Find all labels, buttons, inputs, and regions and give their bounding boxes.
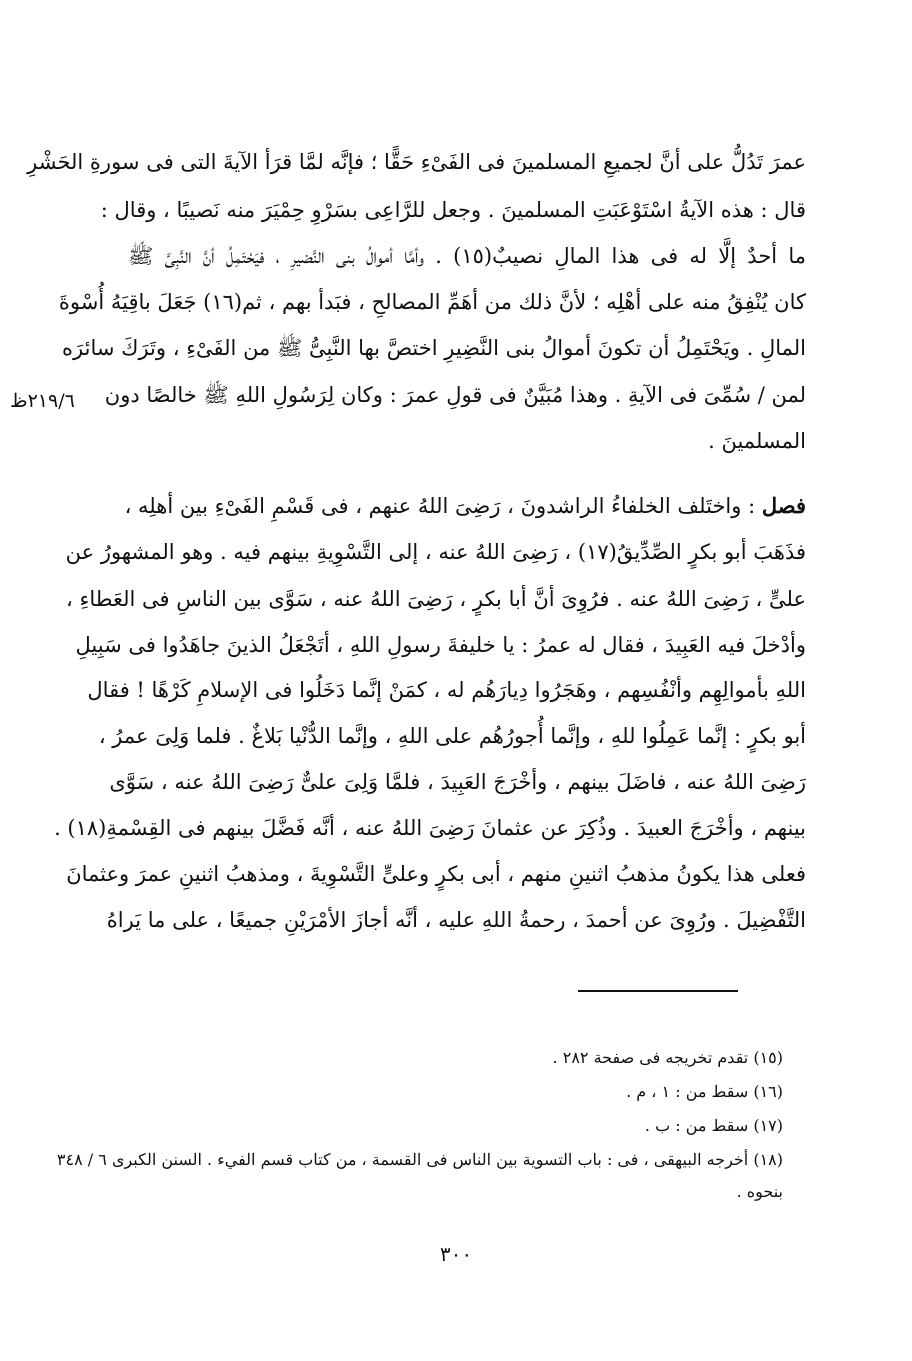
page-number: ٣٠٠: [439, 1242, 473, 1266]
text-line: علىٍّ ، رَضِىَ اللهُ عنه . فرُوِىَ أنَّ أبا بكرٍ ، رَضِىَ اللهُ عنه ، سَوَّى بين الناسِ فى العَطاءِ ،: [66, 587, 806, 611]
text-line: فذَهَبَ أبو بكرٍ الصِّدِّيقُ(١٧) ، رَضِىَ اللهُ عنه ، إلى التَّسْوِيةِ بينهم فيه . وهو المشهورُ عن: [65, 540, 806, 564]
footnote-continuation: بنحوه .: [736, 1182, 783, 1201]
text-line: اللهِ بأموالِهِم وأنْفُسِهم ، وهَجَرُوا دِيارَهُم له ، كمَنْ إنَّما دَخَلُوا فى الإسلامِ كَرْهًا ! فقال: [87, 678, 806, 702]
footnote: (١٥) تقدم تخريجه فى صفحة ٢٨٢ .: [552, 1048, 783, 1067]
text-line: كان يُنْفِقُ منه على أهْلِه ؛ لأنَّ ذلك من أهَمِّ المصالحِ ، فبَدأ بهم ، ثم(١٦) جَعَلَ باقِيَهُ أُسْوةَ: [58, 290, 806, 314]
text-line: المالِ . ويَحْتَمِلُ أن تكونَ أموالُ بنى النَّضِيرِ اختصَّ بها النَّبِىُّ ﷺ من الفَىْءِ ، وتَرَكَ سائرَه: [62, 336, 806, 360]
text-line: فعلى هذا يكونُ مذهبُ اثنينِ منهم ، أبى بكرٍ وعلىٍّ التَّسْوِيةَ ، ومذهبُ اثنينِ عمرَ وعثمانَ: [66, 862, 806, 886]
footnote-separator: [578, 990, 738, 992]
section-first-line: [124, 488, 806, 524]
text-line: أبو بكرٍ : إنَّما عَمِلُوا للهِ ، وإنَّما أُجورُهُم على اللهِ ، وإنَّما الدُّنْيا بَلاغٌ . فلما وَلِىَ عمرُ ،: [98, 724, 806, 748]
footnote: (١٨) أخرجه البيهقى ، فى : باب التسوية بين الناس فى القسمة ، من كتاب قسم الفيء . السنن الكبرى ٦ / ٣٤٨: [56, 1150, 783, 1169]
text-line: بينهم ، وأخْرَجَ العبيدَ . وذُكِرَ عن عثمانَ رَضِىَ اللهُ عنه ، أنَّه فَضَّلَ بينهم فى القِسْمةِ(١٨) .: [54, 816, 806, 840]
text-line: المسلمينَ .: [708, 429, 806, 453]
footnote: (١٧) سقط من : ب .: [644, 1116, 783, 1135]
text-line: وأدْخلَ فيه العَبِيدَ ، فقال له عمرُ : يا خليفةَ رسولِ اللهِ ، أتَجْعَلُ الذينَ جاهَدُوا فى سَبِيلِ: [75, 633, 806, 657]
text-line: رَضِىَ اللهُ عنه ، فاضَلَ بينهم ، وأخْرَجَ العَبِيدَ ، فلمَّا وَلِىَ علىٌّ رَضِىَ اللهُ عنه ، سَوَّى: [109, 770, 806, 794]
text-line: التَّفْضِيلَ . ورُوِىَ عن أحمدَ ، رحمةُ اللهِ عليه ، أنَّه أجازَ الأمْرَيْنِ جميعًا ، على ما يَراهُ: [106, 908, 806, 932]
text-line: لمن / سُمِّىَ فى الآيةِ . وهذا مُبَيَّنٌ فى قولِ عمرَ : وكان لِرَسُولِ اللهِ ﷺ خالصًا دون: [104, 383, 806, 407]
text-line: ما أحدٌ إلَّا له فى هذا المالِ نصيبٌ(١٥) . وأمَّا أموالُ بنى النَّضيرِ ، فيَحْتَمِلُ أنَّ النَّبِىَّ ﷺ: [128, 244, 806, 268]
text-line: قال : هذه الآيةُ اسْتَوْعَبَتِ المسلمينَ . وجعل للرَّاعِى بسَرْوِ حِمْيَرَ منه نَصيبًا ، وقال :: [100, 198, 806, 222]
margin-reference: ٢١٩/٦ظ: [10, 390, 75, 412]
footnote: (١٦) سقط من : ١ ، م .: [626, 1082, 783, 1101]
section-heading: فصل: [761, 493, 806, 518]
text-line: عمرَ تَدُلُّ على أنَّ لجميعِ المسلمينَ فى الفَىْءِ حَقًّا ؛ فإنَّه لمَّا قرَأ الآيةَ التى فى سورةِ الحَشْرِ: [27, 150, 806, 174]
text-span: : واختَلف الخلفاءُ الراشدونَ ، رَضِىَ اللهُ عنهم ، فى قَسْمِ الفَىْءِ بين أهلِه ،: [124, 494, 756, 518]
